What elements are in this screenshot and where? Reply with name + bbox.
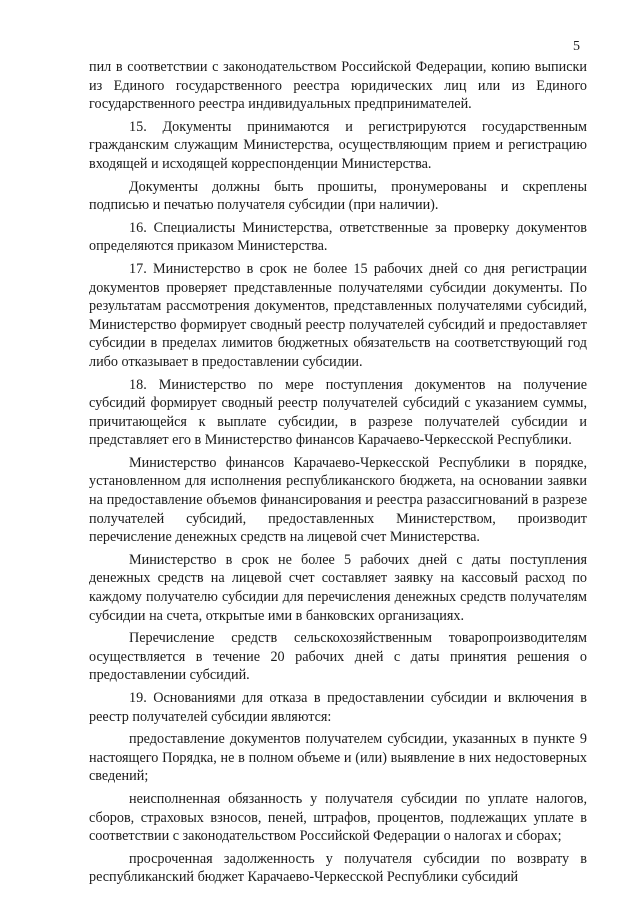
paragraph-refusal-reason-taxes: неисполненная обязанность у получателя субсидии по уплате налогов, сборов, страховых взносов, пеней, штрафов, процентов, подлежащих уплате в соответствии с законодательством Российской Федерации о налогах и сборах; (89, 790, 587, 845)
paragraph-refusal-reason-documents: предоставление документов получателем субсидии, указанных в пункте 9 настоящего Порядка, не в полном объеме и (или) выявление в них недостоверных сведений; (89, 731, 587, 785)
paragraph-item-15: 15. Документы принимаются и регистрируются государственным гражданским служащим Министерства, осуществляющим прием и регистрацию входящей и исходящей корреспонденции Министерства. (89, 118, 587, 172)
paragraph-item-16: 16. Специалисты Министерства, ответственные за проверку документов определяются приказом Министерства. (89, 219, 587, 255)
paragraph-item-19: 19. Основаниями для отказа в предоставлении субсидии и включения в реестр получателей субсидии являются: (89, 690, 587, 725)
document-body (89, 58, 587, 891)
paragraph-item-17: 17. Министерство в срок не более 15 рабочих дней со дня регистрации документов проверяет представленные получателями субсидии документы. По результатам рассмотрения документов, представленных получателями субсидий, Министерство формирует сводный реестр получателей субсидий и предоставляет субсидии в пределах лимитов бюджетных обязательств на соответствующий год либо отказывает в предоставлении субсидии. (89, 260, 587, 370)
paragraph-item-18: 18. Министерство по мере поступления документов на получение субсидий формирует сводный реестр получателей субсидий с указанием суммы, причитающейся к выплате субсидии, в разрезе получателей субсидии и представляет его в Министерство финансов Карачаево-Черкесской Республики. (89, 376, 587, 449)
paragraph-transfer-term: Перечисление средств сельскохозяйственным товаропроизводителям осуществляется в течение 20 рабочих дней с даты принятия решения о предоставлении субсидий. (89, 630, 587, 684)
paragraph-continuation: пил в соответствии с законодательством Российской Федерации, копию выписки из Единого государственного реестра юридических лиц или из Единого государственного реестра индивидуальных предпринимателей. (89, 59, 587, 113)
paragraph-cash-request: Министерство в срок не более 5 рабочих дней с даты поступления денежных средств на лицевой счет составляет заявку на кассовый расход по каждому получателю субсидии для перечисления денежных средств получателям субсидии на счета, открытые ими в банковских организациях. (89, 551, 587, 624)
paragraph-documents-binding: Документы должны быть прошиты, пронумерованы и скреплены подписью и печатью получателя субсидии (при наличии). (89, 178, 587, 214)
paragraph-refusal-reason-debt: просроченная задолженность у получателя субсидии по возврату в республиканский бюджет Карачаево-Черкесской Республики субсидий (89, 850, 587, 886)
paragraph-finance-ministry: Министерство финансов Карачаево-Черкесской Республики в порядке, установленном для исполнения республиканского бюджета, на основании заявки на предоставление объемов финансирования и реестра разассигнований в разрезе получателей субсидий, предоставленных Министерством, производит перечисление денежных средств на лицевой счет Министерства. (89, 454, 587, 546)
page-number: 5 (573, 39, 580, 54)
